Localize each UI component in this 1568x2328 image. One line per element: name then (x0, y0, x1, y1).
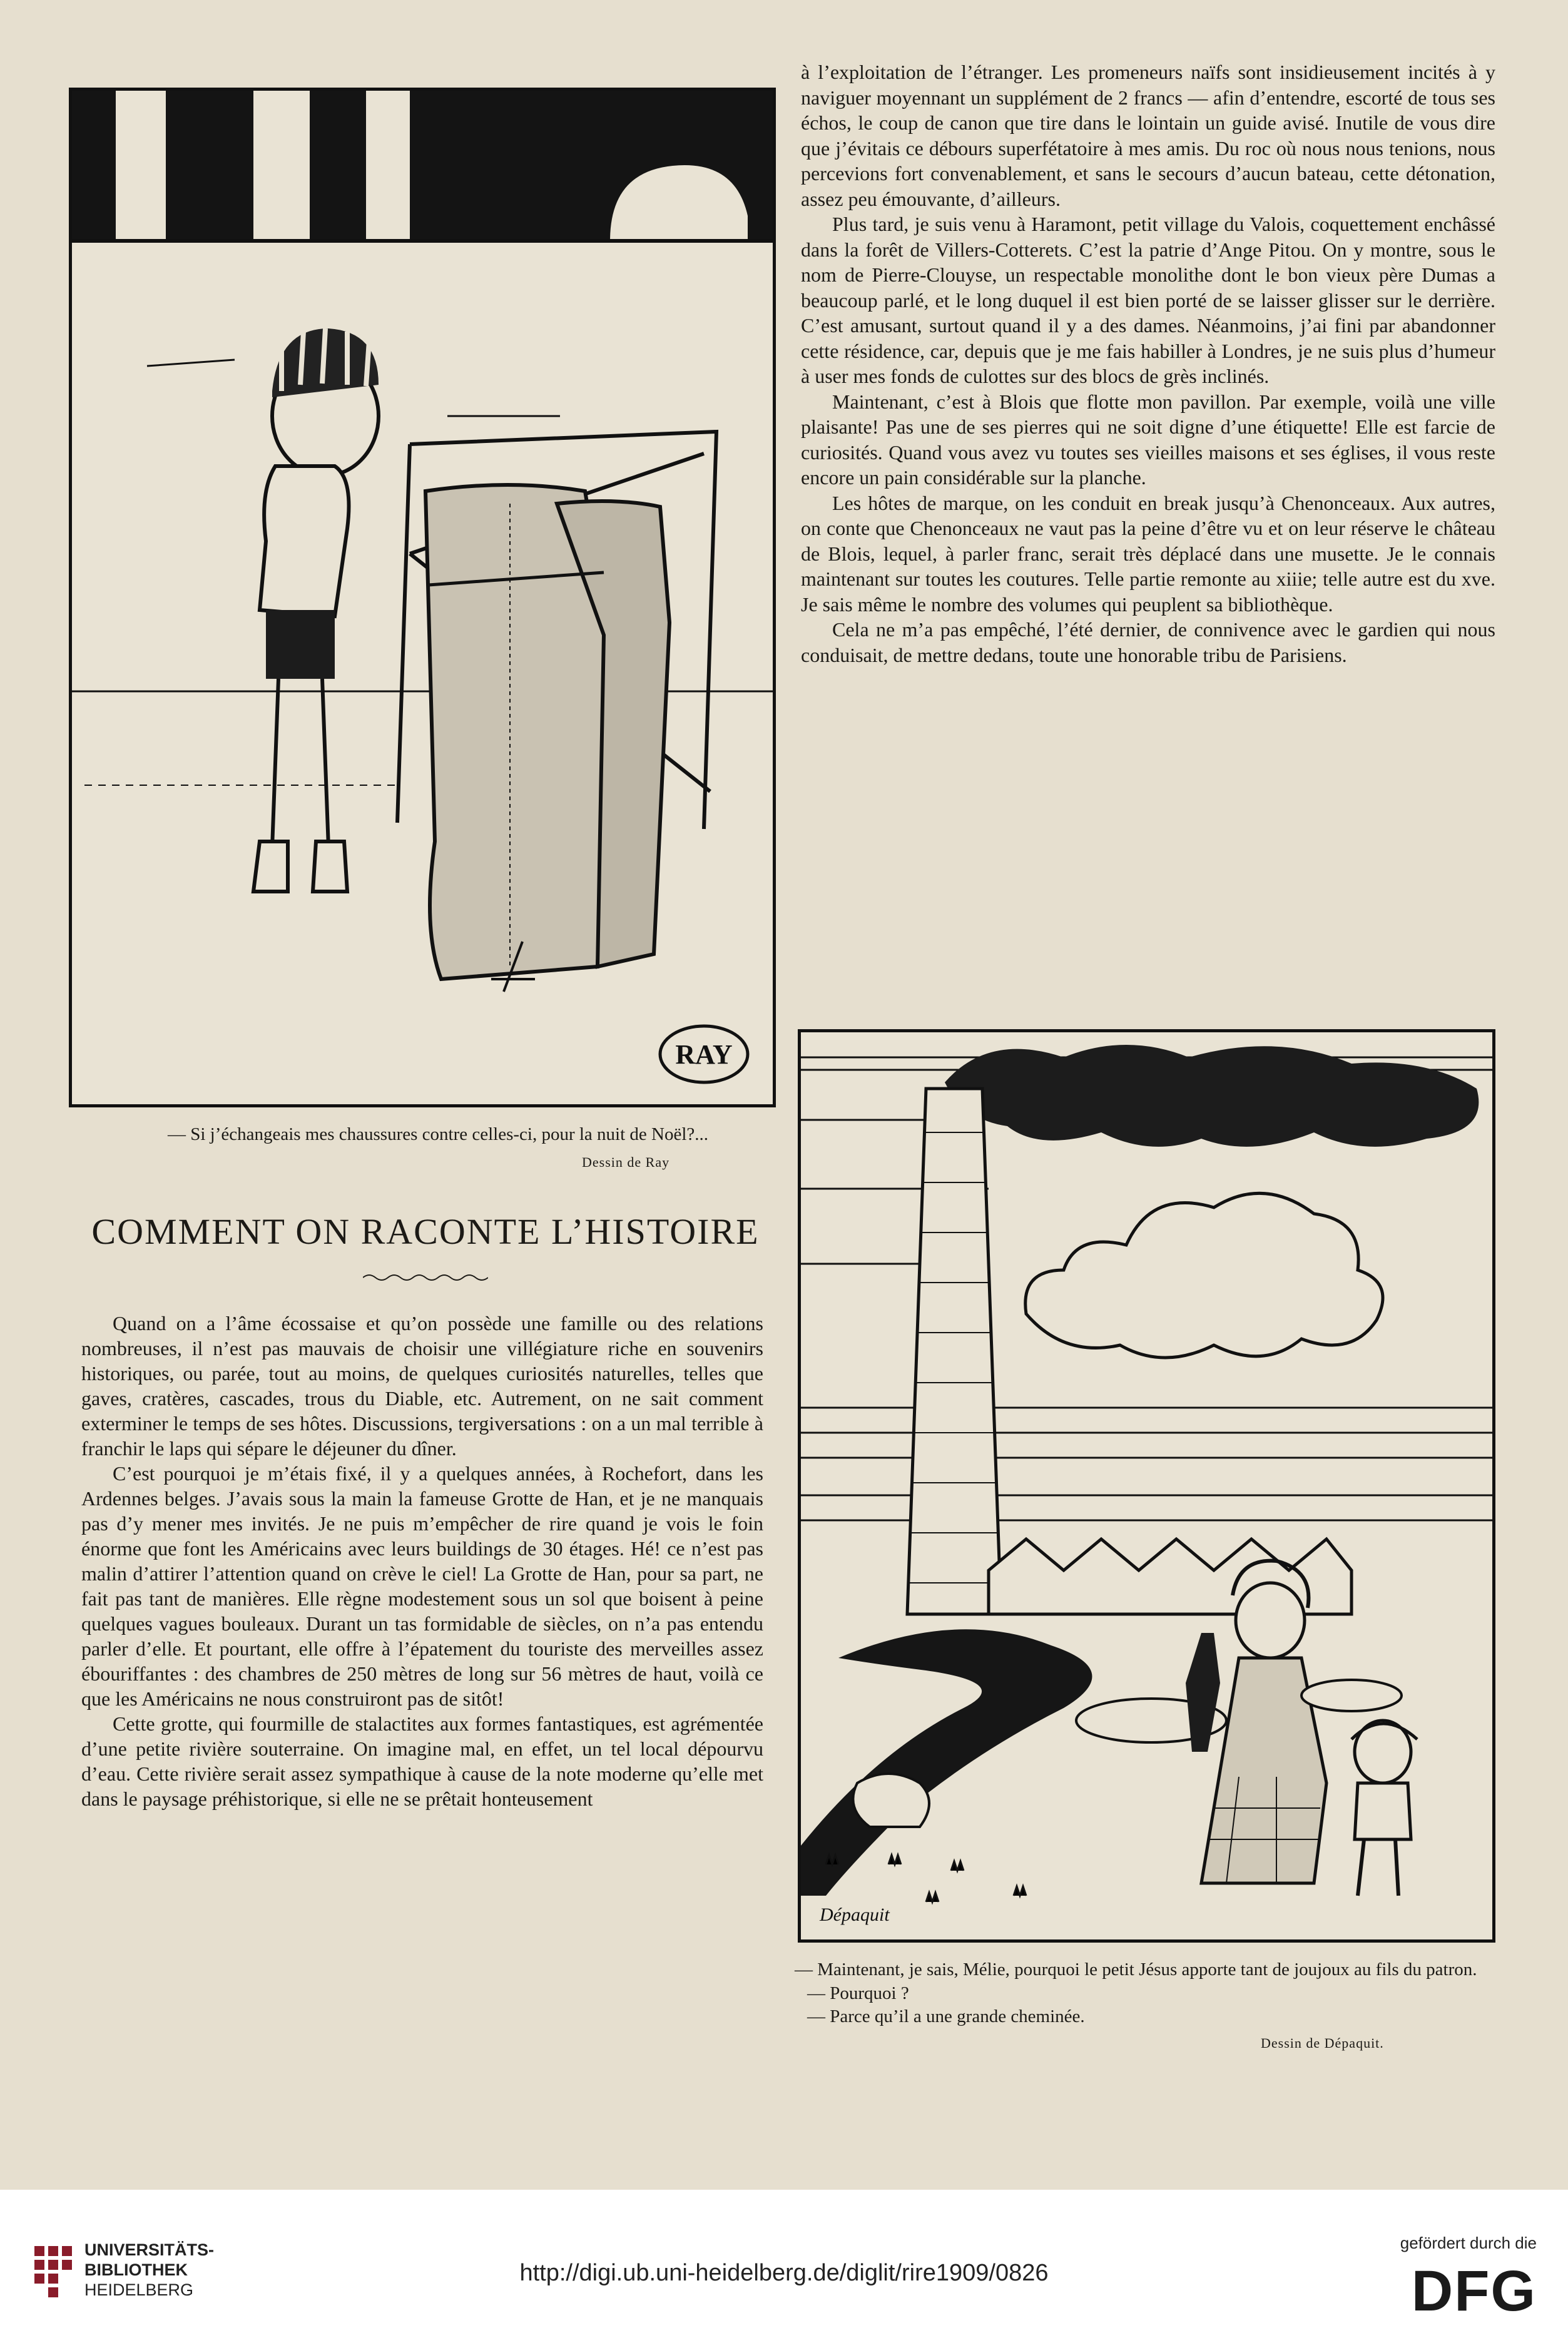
funding-note: gefördert durch die (1400, 2234, 1537, 2252)
paragraph: C’est pourquoi je m’étais fixé, il y a quelques années, à Rochefort, dans les Ardennes belges. J’avais sous la main la fameuse Grotte de Han, et je ne manquais pas d’y mener mes invités. Je ne puis m’empêcher de rire quand je vois le foin énorme que font les Américains avec leurs buildings de 30 étages. Hé! ce n’est pas malin d’attirer l’attention quand on crève le ciel! La Grotte de Han, pour sa part, ne fait pas tant de manières. Elle règne modestement sous un sol que boisent à peine quelques vagues bouleaux. Durant un tas formidable de siècles, on n’a pas entendu parler d’elle. Et pourtant, elle offre à l’épatement du touriste des merveilles assez ébouriffantes : des chambres de 250 mètres de long sur 56 mètres de haut, voilà ce que les Américains ne nous construiront pas de sitôt! (81, 1462, 763, 1710)
caption-left: — Si j’échangeais mes chaussures contre celles-ci, pour la nuit de Noël?... (167, 1124, 709, 1144)
paragraph: Les hôtes de marque, on les conduit en break jusqu’à Chenonceaux. Aux autres, on conte que Chenonceaux ne vaut pas la peine d’être vu et on leur réserve le château de Blois, lequel, à parler franc, serait très déplacé dans une musette. Je le connais maintenant sur toutes les coutures. Telle partie remonte au xiiie; telle autre est du xve. Je sais même le nombre des volumes qui peuplent sa bibliothèque. (801, 491, 1495, 616)
caption-right (795, 1958, 1489, 2029)
signature-ray: RAY (675, 1039, 733, 1070)
caption-line: — Parce qu’il a une grande cheminée. (807, 2006, 1085, 2027)
illustration-boy-and-boots (69, 88, 776, 1107)
paragraph: Maintenant, c’est à Blois que flotte mon pavillon. Par exemple, voilà une ville plaisante! Pas une de ses pierres qui ne soit digne d’une étiquette! Elle est farcie de curiosités. Quand vous avez vu toutes ses vieilles maisons et ses églises, il vous reste encore un pain considérable sur la planche. (801, 390, 1495, 489)
left-text-column (81, 1311, 763, 1811)
library-name-line: UNIVERSITÄTS- (84, 2240, 215, 2259)
caption-line: — Pourquoi ? (807, 1983, 909, 2003)
permalink-url[interactable]: http://digi.ub.uni-heidelberg.de/diglit/rire1909/0826 (519, 2260, 1049, 2286)
viewer-footer (0, 2190, 1568, 2328)
paragraph: Cette grotte, qui fourmille de stalactites aux formes fantastiques, est agrémentée d’une petite rivière souterraine. On imagine mal, en effet, un tel local dépourvu d’eau. Cette rivière serait assez sympathique à cause de la note moderne qu’elle met dans le paysage préhistorique, si elle ne se prêtait honteusement (81, 1712, 763, 1810)
signature-depaquit: Dépaquit (820, 1904, 890, 1925)
title-flourish (363, 1271, 488, 1284)
library-name-line: BIBLIOTHEK (84, 2260, 188, 2279)
illustration-chimney-scene (798, 1029, 1495, 1943)
credit-left: Dessin de Ray (582, 1154, 670, 1170)
caption-line: — Maintenant, je sais, Mélie, pourquoi le petit Jésus apporte tant de joujoux au fils du patron. (795, 1959, 1477, 1980)
library-name-line: HEIDELBERG (84, 2280, 194, 2299)
paragraph: Quand on a l’âme écossaise et qu’on possède une famille ou des relations nombreuses, il n’est pas mauvais de choisir une villégiature riche en souvenirs historiques, ou parée, tout au moins, de quelques curiosités naturelles, telles que gaves, cratères, cascades, trous du Diable, etc. Autrement, on ne sait comment exterminer le temps de ses hôtes. Discussions, tergiversations : on a un mal terrible à franchir le laps qui sépare le déjeuner du dîner. (81, 1312, 763, 1460)
right-text-column (801, 59, 1495, 668)
paragraph: à l’exploitation de l’étranger. Les promeneurs naïfs sont insidieusement incités à y naviguer moyennant un supplément de 2 francs — afin d’entendre, escorté de tous ses échos, le coup de canon que tire dans le lointain un guide avisé. Inutile de vous dire que j’évitais ce débours superfétatoire à mes amis. Du roc où nous nous tenions, nous percevions fort convenablement, et sans le secours d’aucun bateau, cette détonation, assez peu émouvante, d’ailleurs. (801, 61, 1495, 210)
paragraph: Plus tard, je suis venu à Haramont, petit village du Valois, coquettement enchâssé dans la forêt de Villers-Cotterets. C’est la patrie d’Ange Pitou. On y montre, sous le nom de Pierre-Clouyse, un respectable monolithe dont le bon vieux père Dumas a beaucoup parlé, et le long duquel il est bien porté de se laisser glisser sur le derrière. C’est amusant, surtout quand il y a des dames. Néanmoins, j’ai fini par abandonner cette résidence, car, depuis que je me fais habiller à Londres, je ne suis plus d’humeur à user mes fonds de culottes sur des blocs de grès inclinés. (801, 213, 1495, 387)
credit-right: Dessin de Dépaquit. (1261, 2035, 1384, 2051)
paragraph: Cela ne m’a pas empêché, l’été dernier, de connivence avec le gardien qui nous conduisait, de mettre dedans, toute une honorable tribu de Parisiens. (801, 618, 1495, 666)
article-title: COMMENT ON RACONTE L’HISTOIRE (91, 1211, 760, 1252)
dfg-logo: DFG (1411, 2259, 1537, 2323)
